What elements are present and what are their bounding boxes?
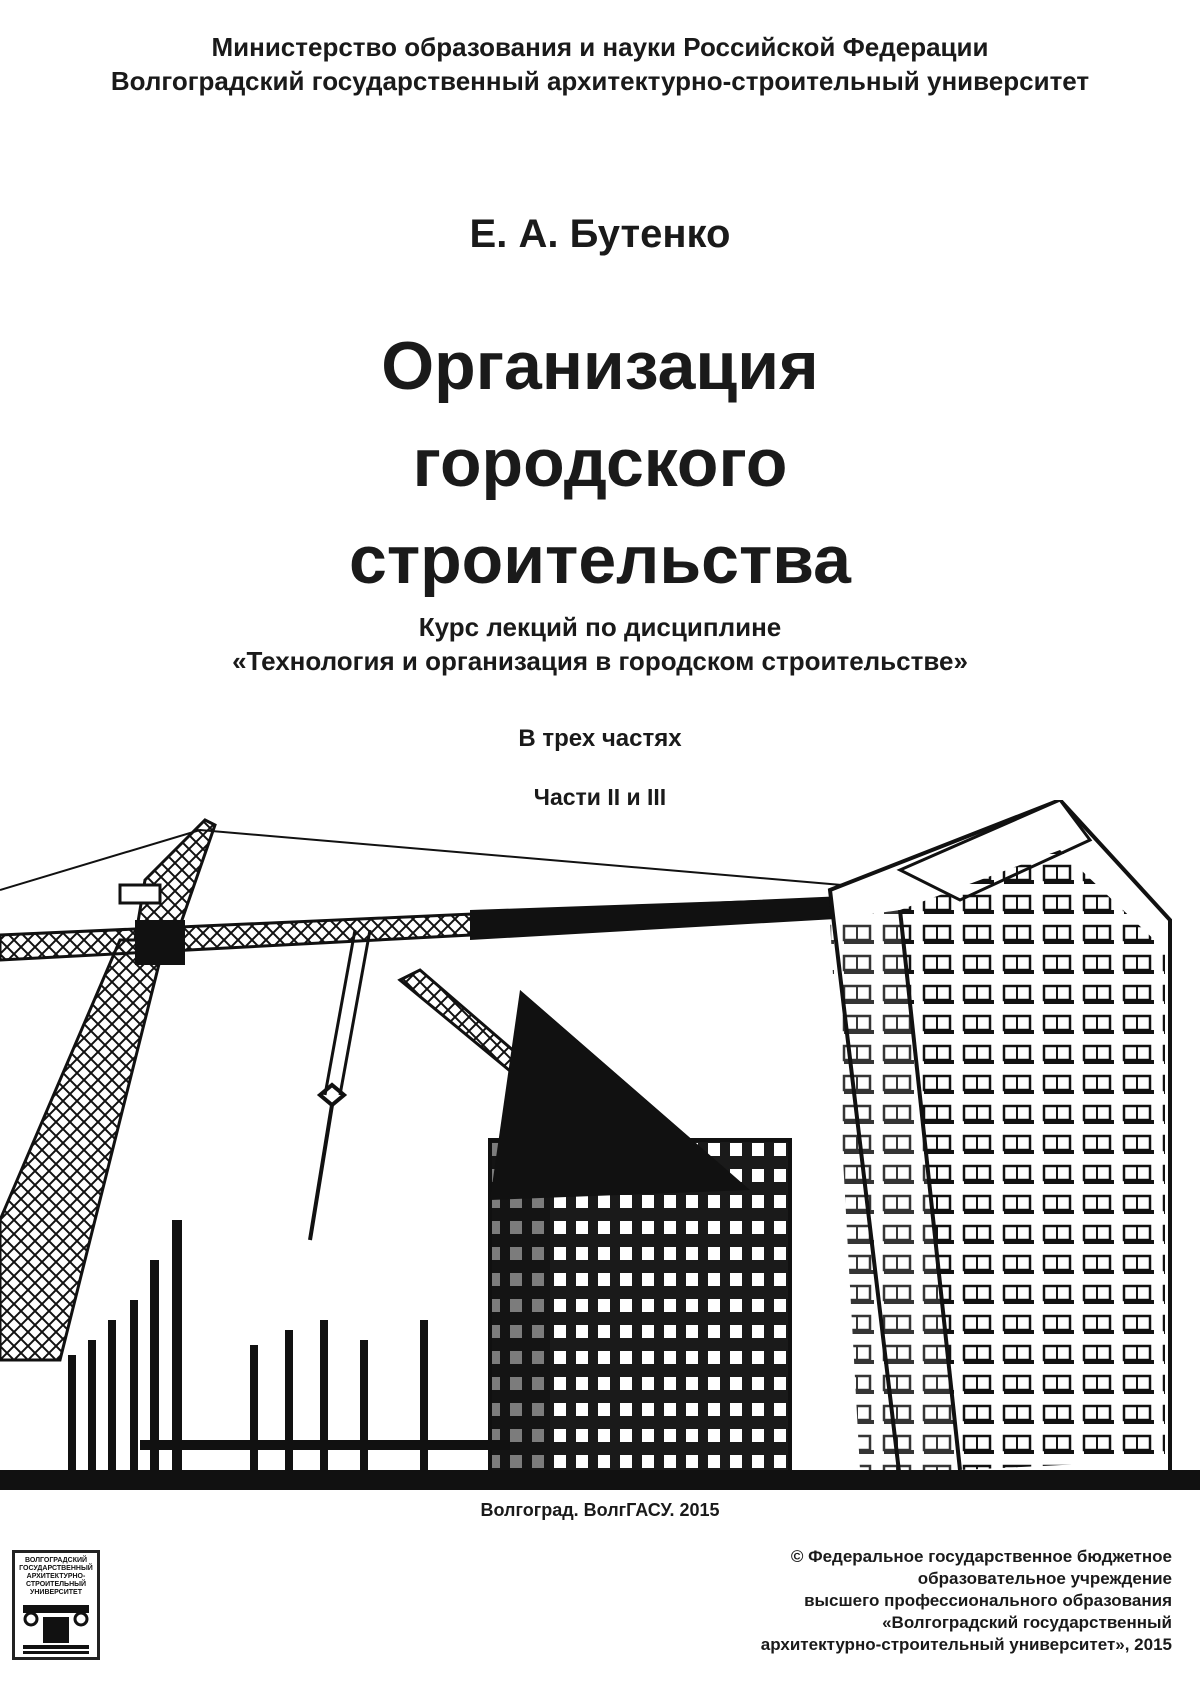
- subtitle-line-2: «Технология и организация в городском строительстве»: [232, 646, 968, 676]
- logo-line-4: СТРОИТЕЛЬНЫЙ: [25, 1581, 87, 1588]
- copyright-line-3: высшего профессионального образования: [804, 1591, 1172, 1610]
- construction-illustration: [0, 800, 1200, 1490]
- parts-included: Части II и III: [533, 784, 667, 810]
- copyright-line-1: © Федеральное государственное бюджетное: [790, 1547, 1172, 1566]
- residential-tower: [830, 800, 1170, 1480]
- title-line-2: городского: [412, 425, 788, 501]
- book-subtitle: [0, 610, 1200, 678]
- ministry-line-2: Волгоградский государственный архитектурно-строительный университет: [110, 66, 1090, 96]
- university-logo: [12, 1550, 100, 1660]
- logo-column-emblem: [15, 1599, 97, 1659]
- book-title: [0, 318, 1200, 609]
- author-name: Е. А. Бутенко: [469, 212, 731, 256]
- imprint-line: Волгоград. ВолгГАСУ. 2015: [480, 1500, 720, 1520]
- copyright-line-4: «Волгоградский государственный: [882, 1613, 1172, 1632]
- logo-line-3: АРХИТЕКТУРНО-: [26, 1573, 86, 1580]
- logo-line-1: ВОЛГОГРАДСКИЙ: [24, 1557, 88, 1564]
- ministry-header: [0, 30, 1200, 98]
- copyright-block: [761, 1546, 1172, 1656]
- logo-line-2: ГОСУДАРСТВЕННЫЙ: [19, 1565, 93, 1572]
- title-line-1: Организация: [381, 328, 819, 404]
- ministry-line-1: Министерство образования и науки Российской Федерации: [211, 32, 989, 62]
- dark-building: [490, 990, 790, 1480]
- logo-line-5: УНИВЕРСИТЕТ: [30, 1589, 82, 1596]
- subtitle-line-1: Курс лекций по дисциплине: [418, 612, 782, 642]
- copyright-line-2: образовательное учреждение: [917, 1569, 1172, 1588]
- parts-total: В трех частях: [518, 725, 682, 752]
- copyright-line-5: архитектурно-строительный университет», 2015: [760, 1635, 1172, 1654]
- logo-text: [19, 1557, 93, 1597]
- title-line-3: строительства: [349, 522, 851, 598]
